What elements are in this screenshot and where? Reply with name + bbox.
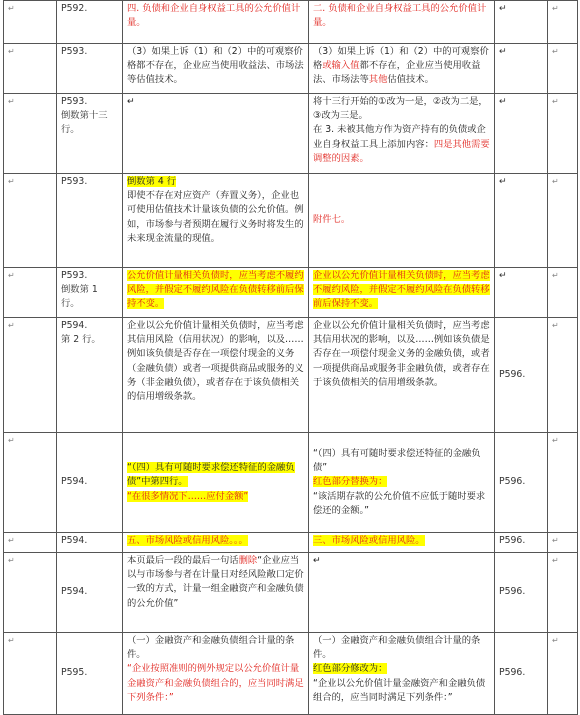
table-row (4, 633, 578, 715)
table-row (4, 553, 578, 633)
row-marker: ↵ (4, 433, 57, 533)
table-row (4, 1, 578, 44)
revised-text-cell: “（四）具有可随时要求偿还特征的金融负债” 红色部分替换为： “该活期存款的公允价值不应低于随时要求偿还的金额。” (309, 433, 495, 533)
new-page-cell: P596. (495, 433, 548, 533)
original-text-cell: “（四）具有可随时要求偿还特征的金融负债”中第四行。 “在很多情况下……应付金额” (123, 433, 309, 533)
row-marker: ↵ (4, 94, 57, 174)
revised-text-cell: （一）金融资产和金融负债组合计量的条件。 红色部分修改为： “企业以公允价值计量金融资产和金融负债组合的，应当同时满足下列条件：” (309, 633, 495, 715)
row-marker: ↵ (4, 174, 57, 268)
page-cell: P595. (57, 633, 123, 715)
new-page-cell: P596. (495, 318, 548, 433)
revised-text-cell: 三、市场风险或信用风险。 (309, 533, 495, 553)
table-row (4, 433, 578, 533)
new-page-cell: ↵ (495, 1, 548, 44)
row-end-marker: ↵ (548, 44, 578, 94)
revised-text-cell: （3）如果上诉（1）和（2）中的可观察价格或输入值都不存在，企业应当使用收益法、市场法等其他估值技术。 (309, 44, 495, 94)
page-cell: P594. (57, 553, 123, 633)
new-page-cell: ↵ (495, 174, 548, 268)
row-marker: ↵ (4, 553, 57, 633)
revision-table (3, 0, 578, 715)
new-page-cell: ↵ (495, 94, 548, 174)
original-text-cell: 倒数第 4 行 即使不存在对应资产（弃置义务），企业也可使用估值技术计量该负债的公允价值。例如，市场参与者预期在履行义务时将发生的未来现金流量的现值。 (123, 174, 309, 268)
row-end-marker: ↵ (548, 268, 578, 318)
original-text-cell: ↵ (123, 94, 309, 174)
row-end-marker: ↵ (548, 174, 578, 268)
page-cell: P592. (57, 1, 123, 44)
row-end-marker: ↵ (548, 553, 578, 633)
row-end-marker: ↵ (548, 433, 578, 533)
page-cell: P594. 第 2 行。 (57, 318, 123, 433)
row-marker: ↵ (4, 318, 57, 433)
original-text-cell: 五、市场风险或信用风险。。。 (123, 533, 309, 553)
table-row (4, 318, 578, 433)
new-page-cell: P596. (495, 533, 548, 553)
row-end-marker: ↵ (548, 533, 578, 553)
new-page-cell: ↵ (495, 44, 548, 94)
page-cell: P593. 倒数第十三行。 (57, 94, 123, 174)
row-end-marker: ↵ (548, 633, 578, 715)
revised-text-cell: 企业以公允价值计量相关负债时，应当考虑不履约风险，并假定不履约风险在负债转移前后保持不变。 (309, 268, 495, 318)
page-cell: P593. (57, 174, 123, 268)
original-text-cell: 公允价值计量相关负债时，应当考虑不履约风险，并假定不履约风险在负债转移前后保持不变。 (123, 268, 309, 318)
row-marker: ↵ (4, 268, 57, 318)
page-cell: P593. (57, 44, 123, 94)
row-end-marker: ↵ (548, 318, 578, 433)
revised-text-cell: 企业以公允价值计量相关负债时，应当考虑其信用状况的影响，以及……例如该负债是否存在一项偿付现金义务的金融负债，或者一项提供商品或服务非金融负债，或者存在于该负债相关的信用增级条款。 (309, 318, 495, 433)
table-row (4, 94, 578, 174)
row-end-marker: ↵ (548, 94, 578, 174)
original-text-cell: 四. 负债和企业自身权益工具的公允价值计量。 (123, 1, 309, 44)
new-page-cell: P596. (495, 553, 548, 633)
page-cell: P594. (57, 433, 123, 533)
new-page-cell: ↵ (495, 268, 548, 318)
row-marker: ↵ (4, 44, 57, 94)
table-row (4, 533, 578, 553)
table-row (4, 174, 578, 268)
original-text-cell: 企业以公允价值计量相关负债时，应当考虑其信用风险（信用状况）的影响，以及……例如该负债是否存在一项偿付现金的义务（金融负债）或者一项提供商品或服务的义务（非金融负债），或者存在于该负债相关的信用增级条款。 (123, 318, 309, 433)
original-text-cell: 本页最后一段的最后一句话删除“企业应当以与市场参与者在计量日对经风险敞口定价一致的方式，计量一组金融资产和金融负债的公允价值” (123, 553, 309, 633)
row-marker: ↵ (4, 533, 57, 553)
page-cell: P593. 倒数第 1 行。 (57, 268, 123, 318)
original-text-cell: （3）如果上诉（1）和（2）中的可观察价格都不存在，企业应当使用收益法、市场法等估值技术。 (123, 44, 309, 94)
row-marker: ↵ (4, 633, 57, 715)
revised-text-cell: 附件七。 (309, 174, 495, 268)
table-row (4, 268, 578, 318)
revised-text-cell: ↵ (309, 553, 495, 633)
row-marker: ↵ (4, 1, 57, 44)
revised-text-cell: 二. 负债和企业自身权益工具的公允价值计量。 (309, 1, 495, 44)
page-cell: P594. (57, 533, 123, 553)
original-text-cell: （一）金融资产和金融负债组合计量的条件。 “企业按照准则的例外规定以公允价值计量金融资产和金融负债组合的，应当同时满足下列条件：” (123, 633, 309, 715)
revised-text-cell: 将十三行开始的①改为一是，②改为二是，③改为三是。 在 3. 未被其他方作为资产持有的负债或企业自身权益工具上添加内容：四是其他需要调整的因素。 (309, 94, 495, 174)
table-row (4, 44, 578, 94)
new-page-cell: P596. (495, 633, 548, 715)
row-end-marker: ↵ (548, 1, 578, 44)
